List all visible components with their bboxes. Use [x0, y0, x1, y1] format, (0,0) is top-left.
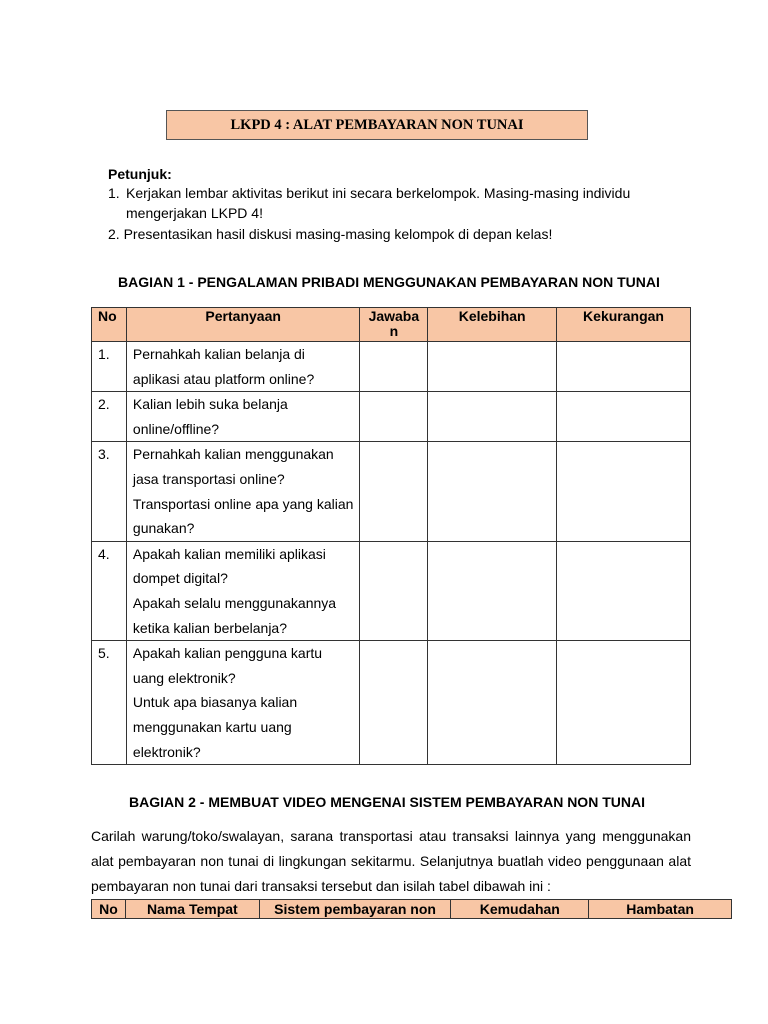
advantage-cell[interactable] — [428, 342, 557, 392]
question-line: aplikasi atau platform online? — [132, 370, 315, 387]
question-line: Kalian lebih suka belanja — [132, 396, 288, 413]
header-no: No — [92, 308, 127, 342]
table-row — [92, 392, 691, 442]
section-2-paragraph: Carilah warung/toko/swalayan, sarana transportasi atau transaksi lainnya yang menggunakan alat pembayaran non tunai di lingkungan sekitarmu. Selanjutnya buatlah video penggunaan alat pembayaran non tunai dari transaksi tersebut dan isilah tabel dibawah ini : — [91, 828, 691, 894]
header-pertanyaan: Pertanyaan — [126, 308, 360, 342]
question-line: ketika kalian berbelanja? — [132, 619, 288, 636]
advantage-cell[interactable] — [428, 392, 557, 442]
disadvantage-cell[interactable] — [557, 442, 691, 541]
answer-cell[interactable] — [360, 342, 428, 392]
question-line: Apakah kalian memiliki aplikasi — [132, 545, 326, 562]
disadvantage-cell[interactable] — [557, 342, 691, 392]
table-row — [92, 442, 691, 541]
header-sistem-pembayaran: Sistem pembayaran non — [259, 900, 451, 919]
answer-cell[interactable] — [360, 541, 428, 640]
header-jawaban: Jawaba n — [360, 308, 428, 342]
table-row — [92, 541, 691, 640]
instruction-item-1 — [108, 183, 686, 223]
header-no: No — [92, 900, 126, 919]
question-line: Pernahkah kalian menggunakan — [132, 446, 334, 463]
advantage-cell[interactable] — [428, 541, 557, 640]
instruction-text: Presentasikan hasil diskusi masing-masing kelompok di depan kelas! — [123, 226, 553, 242]
instructions-heading: Petunjuk: — [108, 166, 172, 182]
question-line: jasa transportasi online? — [132, 470, 285, 487]
header-hambatan: Hambatan — [589, 900, 732, 919]
row-number: 2. — [92, 392, 127, 442]
question-line: menggunakan kartu uang — [132, 718, 292, 735]
header-nama-tempat: Nama Tempat — [125, 900, 259, 919]
instruction-number: 2. — [108, 226, 120, 242]
row-number: 4. — [92, 541, 127, 640]
worksheet-title: LKPD 4 : ALAT PEMBAYARAN NON TUNAI — [166, 110, 588, 140]
advantage-cell[interactable] — [428, 641, 557, 765]
question-line: gunakan? — [132, 520, 195, 537]
disadvantage-cell[interactable] — [557, 392, 691, 442]
row-number: 1. — [92, 342, 127, 392]
question-line: Transportasi online apa yang kalian — [132, 495, 354, 512]
instruction-text: Kerjakan lembar aktivitas berikut ini secara berkelompok. Masing-masing individu mengerjakan LKPD 4! — [126, 185, 631, 221]
instruction-item-2 — [108, 226, 552, 242]
row-number: 5. — [92, 641, 127, 765]
section-1-heading: BAGIAN 1 - PENGALAMAN PRIBADI MENGGUNAKAN PEMBAYARAN NON TUNAI — [118, 274, 660, 290]
question-cell — [126, 392, 360, 442]
instruction-number: 1. — [108, 185, 120, 201]
section-2-heading: BAGIAN 2 - MEMBUAT VIDEO MENGENAI SISTEM PEMBAYARAN NON TUNAI — [129, 794, 645, 810]
disadvantage-cell[interactable] — [557, 641, 691, 765]
table-header-row — [92, 308, 691, 342]
question-line: dompet digital? — [132, 570, 228, 587]
table-header-row — [92, 900, 732, 919]
advantage-cell[interactable] — [428, 442, 557, 541]
answer-cell[interactable] — [360, 641, 428, 765]
question-cell — [126, 442, 360, 541]
header-kekurangan: Kekurangan — [557, 308, 691, 342]
question-line: Untuk apa biasanya kalian — [132, 694, 298, 711]
question-line: online/offline? — [132, 420, 220, 437]
question-line: Apakah kalian pengguna kartu — [132, 645, 323, 662]
table-row — [92, 641, 691, 765]
section-1-table — [91, 307, 691, 765]
table-row — [92, 342, 691, 392]
answer-cell[interactable] — [360, 392, 428, 442]
section-2-table — [91, 899, 732, 919]
disadvantage-cell[interactable] — [557, 541, 691, 640]
question-line: uang elektronik? — [132, 669, 236, 686]
header-kelebihan: Kelebihan — [428, 308, 557, 342]
question-line: Pernahkah kalian belanja di — [132, 346, 305, 362]
question-line: Apakah selalu menggunakannya — [132, 594, 337, 611]
question-line: elektronik? — [132, 743, 201, 760]
row-number: 3. — [92, 442, 127, 541]
question-cell — [126, 641, 360, 765]
header-kemudahan: Kemudahan — [451, 900, 589, 919]
answer-cell[interactable] — [360, 442, 428, 541]
question-cell — [126, 541, 360, 640]
question-cell — [126, 342, 360, 392]
